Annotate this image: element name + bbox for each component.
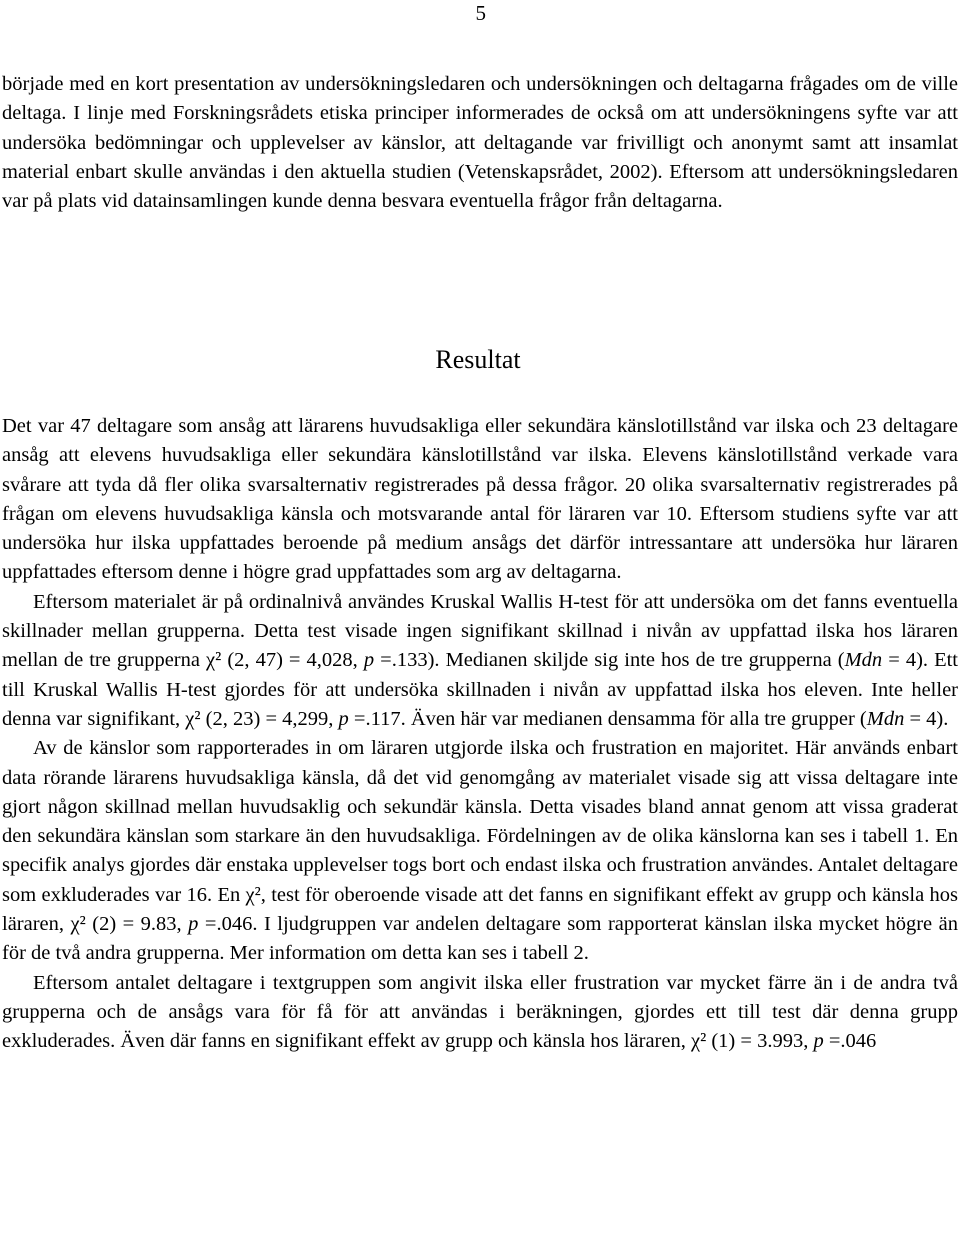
- text-run: Eftersom materialet är på ordinalnivå användes Kruskal Wallis H-test för att undersöka om det fanns eventuella skillnader mellan grupperna. Detta test visade ingen signifikant skillnad i nivån av uppfattad ilska hos läraren mellan de tre grupperna χ² (2, 47) = 4,028,: [2, 590, 958, 672]
- results-paragraph-2: [2, 588, 958, 734]
- stat-p-symbol: p: [363, 649, 375, 672]
- text-run: =.133). Medianen skiljde sig inte hos de tre grupperna (: [374, 649, 845, 672]
- text-run: = 4).: [904, 707, 949, 730]
- text-run: = 4). Ett till Kruskal Wallis H-test gjordes för att undersöka skillnaden i nivån av uppfattad ilska hos eleven. Inte heller denna var signifikant, χ² (2, 23) = 4,299,: [2, 649, 958, 730]
- text-run: Eftersom antalet deltagare i textgruppen som angivit ilska eller frustration var mycket färre än i de andra två grupperna och de ansågs vara för få för att användas i beräkningen, gjordes ett till test där denna grupp exkluderades. Även där fanns en signifikant effekt av grupp och känsla hos läraren, χ² (1) = 3.993,: [2, 971, 958, 1053]
- results-section: [2, 412, 958, 1057]
- intro-paragraph: började med en kort presentation av undersökningsledaren och undersökningen och deltagarna frågades om de ville deltaga. I linje med Forskningsrådets etiska principer informerades de också om att undersökningens syfte var att undersöka bedömningar och upplevelser av känslor, att deltagande var frivilligt och anonymt samt att insamlat material enbart skulle användas i den aktuella studien (Vetenskapsrådet, 2002). Eftersom att undersökningsledaren var på plats vid datainsamlingen kunde denna besvara eventuella frågor från deltagarna.: [2, 73, 958, 213]
- intro-paragraph-block: [2, 70, 958, 216]
- stat-p-symbol: p: [813, 1030, 824, 1053]
- text-run: =.046. I ljudgruppen var andelen deltagare som rapporterat känslan ilska mycket högre än för de två andra grupperna. Mer information om detta kan ses i tabell 2.: [2, 913, 958, 965]
- results-paragraph-1: Det var 47 deltagare som ansåg att lärarens huvudsakliga eller sekundära känslotillstånd var ilska och 23 deltagare ansåg att elevens huvudsakliga eller sekundära känslotillstånd var ilska. Elevens känslotillstånd verkade vara svårare att tyda då fler olika svarsalternativ registrerades på dessa frågor. 20 olika svarsalternativ registrerades på frågan om elevens huvudsakliga känsla och motsvarande antal för läraren var 10. Eftersom studiens syfte var att undersöka hur ilska uppfattades beroende på medium ansågs det därför intressantare att undersöka hur läraren uppfattades eftersom denne i högre grad uppfattades som arg av deltagarna.: [2, 415, 958, 584]
- stat-p-symbol: p: [338, 707, 349, 730]
- stat-mdn-symbol: Mdn: [866, 707, 905, 730]
- section-heading-resultat: Resultat: [435, 345, 521, 374]
- results-paragraph-3: [2, 734, 958, 968]
- text-run: =.117. Även här var medianen densamma för alla tre grupper (: [348, 707, 867, 730]
- page-number: 5: [475, 1, 486, 25]
- stat-p-symbol: p: [188, 913, 199, 936]
- text-run: =.046: [823, 1030, 877, 1053]
- stat-mdn-symbol: Mdn: [844, 649, 883, 672]
- results-paragraph-4: [2, 969, 958, 1057]
- text-run: Av de känslor som rapporterades in om läraren utgjorde ilska och frustration en majoritet. Här används enbart data rörande lärarens huvudsakliga känsla, då det vid genomgång av materialet visade sig att vissa deltagare inte gjort någon skillnad mellan huvudsaklig och sekundär känsla. Detta visades bland annat genom att vissa graderat den sekundära känslan som starkare än den huvudsakliga. Fördelningen av de olika känslorna kan ses i tabell 1. En specifik analys gjordes där enstaka upplevelser togs bort och endast ilska och frustration användes. Antalet deltagare som exkluderades var 16. En χ², test för oberoende visade att det fanns en signifikant effekt av grupp och känsla hos läraren, χ² (2) = 9.83,: [2, 737, 958, 936]
